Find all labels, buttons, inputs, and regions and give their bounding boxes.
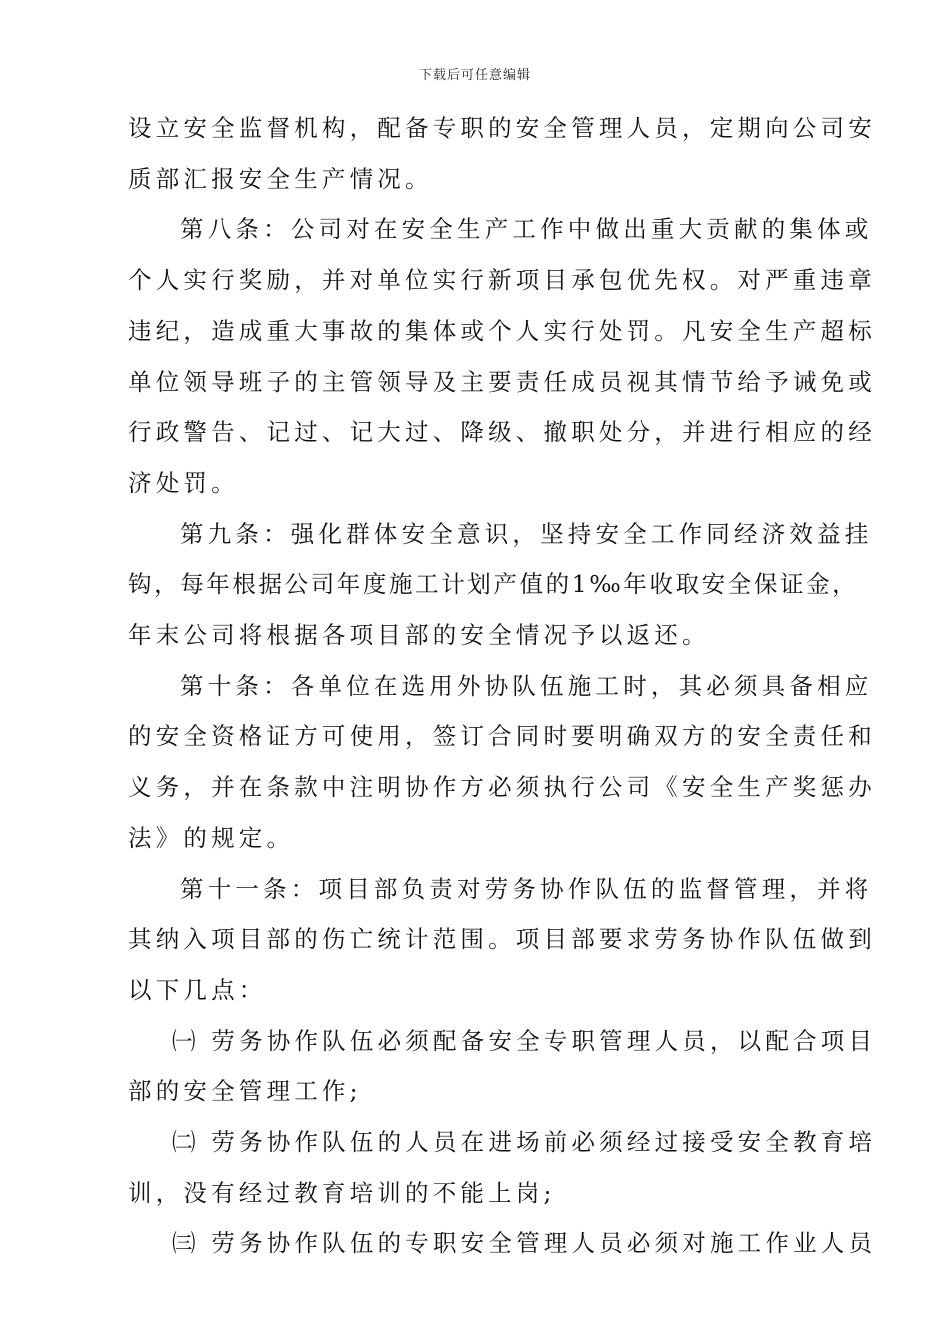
article-8: [128, 204, 876, 508]
text-line: 个人实行奖励，并对单位实行新项目承包优先权。对严重违章: [128, 266, 876, 295]
text-line: ㈡ 劳务协作队伍的人员在进场前必须经过接受安全教育培: [172, 1128, 877, 1157]
text-line: ㈠ 劳务协作队伍必须配备安全专职管理人员，以配合项目: [172, 1026, 877, 1055]
list-item-2: [128, 1117, 877, 1218]
text-line: 第八条：公司对在安全生产工作中做出重大贡献的集体或: [180, 215, 873, 244]
article-10: [128, 661, 876, 864]
text-line: 第十一条：项目部负责对劳务协作队伍的监督管理，并将: [180, 874, 873, 903]
text-line: 第十条：各单位在选用外协队伍施工时，其必须具备相应: [180, 671, 873, 700]
document-body: [128, 103, 877, 1269]
text-line: 义务，并在条款中注明协作方必须执行公司《安全生产奖惩办: [128, 773, 876, 802]
text-line: 单位领导班子的主管领导及主要责任成员视其情节给予诫免或: [128, 367, 876, 396]
text-line: 钩，每年根据公司年度施工计划产值的1‰年收取安全保证金，: [128, 570, 859, 599]
article-11: [128, 864, 876, 1016]
text-line: 违纪，造成重大事故的集体或个人实行处罚。凡安全生产超标: [128, 316, 876, 345]
text-line: 部的安全管理工作;: [128, 1077, 362, 1106]
text-line: 质部汇报安全生产情况。: [128, 164, 433, 193]
text-line: 其纳入项目部的伤亡统计范围。项目部要求劳务协作队伍做到: [128, 925, 876, 954]
text-line: 济处罚。: [128, 468, 239, 497]
list-item-3: [128, 1218, 877, 1269]
list-item-1: [128, 1016, 877, 1117]
text-line: 训，没有经过教育培训的不能上岗;: [128, 1178, 556, 1207]
text-line: 的安全资格证方可使用，签订合同时要明确双方的安全责任和: [128, 722, 876, 751]
paragraph-1: [128, 103, 876, 204]
text-line: ㈢ 劳务协作队伍的专职安全管理人员必须对施工作业人员: [172, 1229, 877, 1258]
text-line: 以下几点：: [128, 975, 267, 1004]
text-line: 法》的规定。: [128, 823, 295, 852]
text-line: 行政警告、记过、记大过、降级、撤职处分，并进行相应的经: [128, 418, 876, 447]
page-header: 下载后可任意编辑: [418, 68, 531, 83]
text-line: 设立安全监督机构，配备专职的安全管理人员，定期向公司安: [128, 114, 876, 142]
text-line: 年末公司将根据各项目部的安全情况予以返还。: [128, 621, 710, 650]
text-line: 第九条：强化群体安全意识，坚持安全工作同经济效益挂: [180, 519, 873, 548]
article-9: [128, 509, 873, 661]
